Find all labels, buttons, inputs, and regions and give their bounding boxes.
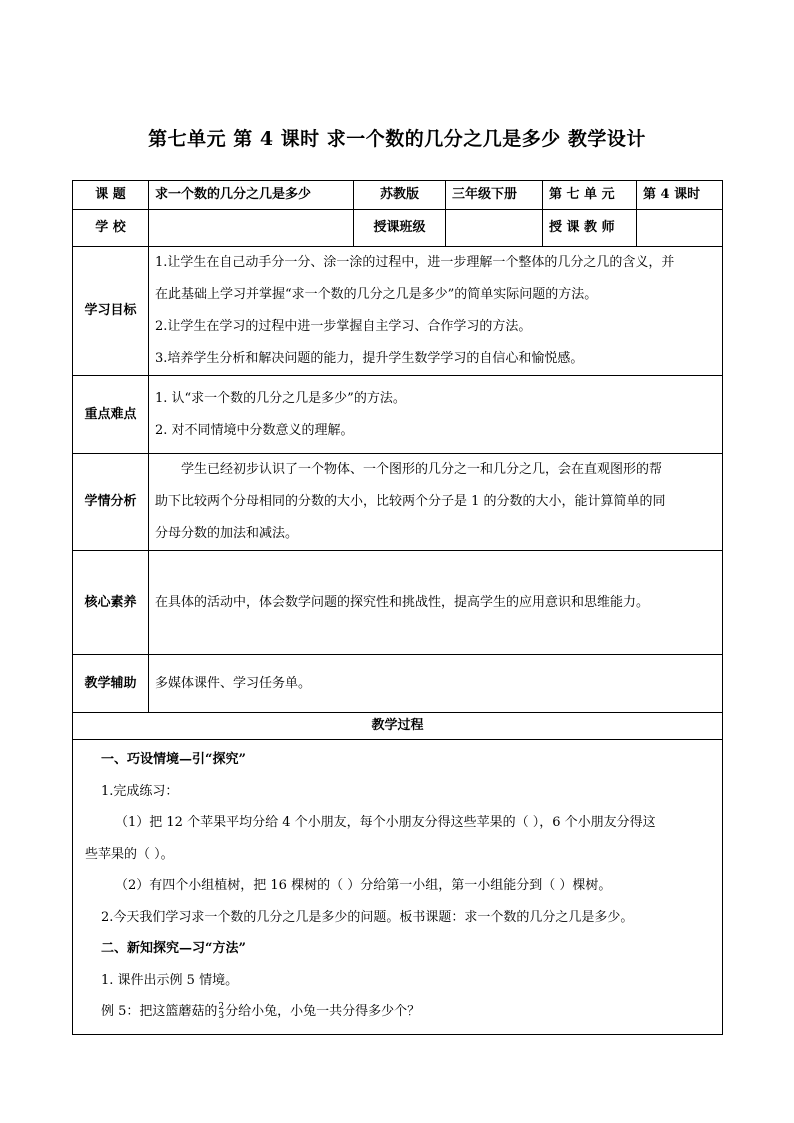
key-point-1: 1. 认“求一个数的几分之几是多少”的方法。 — [155, 390, 406, 406]
example-5 — [85, 996, 710, 1028]
example-prefix: 例 5：把这篮蘑菇的 — [101, 1004, 218, 1019]
analysis-line-3: 分母分数的加法和减法。 — [155, 526, 299, 541]
literacy-content: 在具体的活动中，体会数学问题的探究性和挑战性，提高学生的应用意识和思维能力。 — [149, 551, 723, 655]
question-1-line-2: 些苹果的（ ）。 — [85, 846, 174, 862]
publisher: 苏教版 — [354, 181, 446, 210]
class-value — [446, 210, 543, 247]
analysis-content — [149, 454, 723, 551]
school-label: 学 校 — [73, 210, 149, 247]
question-1-line-1: （1）把 12 个苹果平均分给 4 个小朋友，每个小朋友分得这些苹果的（ ），6 个小朋友分得这 — [115, 815, 656, 830]
info-row-topic — [73, 181, 723, 210]
objectives-label: 学习目标 — [73, 247, 149, 376]
grade: 三年级下册 — [446, 181, 543, 210]
section-1-heading: 一、巧设情境—引“探究” — [101, 752, 246, 767]
aids-content: 多媒体课件、学习任务单。 — [149, 655, 723, 713]
step-1: 1. 课件出示例 5 情境。 — [101, 972, 239, 988]
analysis-label: 学情分析 — [73, 454, 149, 551]
unit: 第 七 单 元 — [543, 181, 637, 210]
teacher-value — [637, 210, 723, 247]
lesson-number: 第 4 课时 — [637, 181, 723, 210]
objectives-content — [149, 247, 723, 376]
process-heading-row — [73, 713, 723, 740]
key-points-content — [149, 376, 723, 454]
literacy-label: 核心素养 — [73, 551, 149, 655]
school-value — [149, 210, 354, 247]
process-item-2: 2.今天我们学习求一个数的几分之几是多少的问题。板书课题：求一个数的几分之几是多少。 — [101, 909, 634, 925]
topic-value: 求一个数的几分之几是多少 — [149, 181, 354, 210]
aids-label: 教学辅助 — [73, 655, 149, 713]
objective-line-2: 在此基础上学习并掌握“求一个数的几分之几是多少”的简单实际问题的方法。 — [155, 287, 598, 302]
analysis-line-2: 助下比较两个分母相同的分数的大小，比较两个分子是 1 的分数的大小，能计算简单的同 — [155, 494, 666, 509]
fraction-numerator: 2 — [218, 1001, 225, 1012]
key-points-label: 重点难点 — [73, 376, 149, 454]
literacy-row — [73, 551, 723, 655]
objective-line-1: 1.让学生在自己动手分一分、涂一涂的过程中，进一步理解一个整体的几分之几的含义，并 — [155, 255, 675, 270]
objective-line-3: 2.让学生在学习的过程中进一步掌握自主学习、合作学习的方法。 — [155, 319, 532, 334]
section-2-heading: 二、新知探究—习“方法” — [101, 941, 246, 956]
process-row — [73, 740, 723, 1035]
aids-row — [73, 655, 723, 713]
page-title: 第七单元 第 4 课时 求一个数的几分之几是多少 教学设计 — [148, 128, 646, 150]
key-points-row — [73, 376, 723, 454]
teacher-label: 授 课 教 师 — [543, 210, 637, 247]
process-content — [73, 740, 723, 1035]
class-label: 授课班级 — [354, 210, 446, 247]
fraction-two-thirds — [218, 1003, 224, 1021]
lesson-plan-table — [72, 180, 723, 1035]
practice-label: 1.完成练习： — [101, 783, 179, 799]
analysis-line-1: 学生已经初步认识了一个物体、一个图形的几分之一和几分之几，会在直观图形的帮 — [181, 462, 663, 477]
fraction-denominator: 3 — [218, 1010, 225, 1021]
analysis-row — [73, 454, 723, 551]
key-point-2: 2. 对不同情境中分数意义的理解。 — [155, 422, 354, 438]
info-row-school — [73, 210, 723, 247]
process-heading: 教学过程 — [73, 713, 723, 740]
topic-label: 课 题 — [73, 181, 149, 210]
question-2: （2）有四个小组植树，把 16 棵树的（ ）分给第一小组，第一小组能分到（ ）棵树。 — [115, 878, 612, 893]
objective-line-4: 3.培养学生分析和解决问题的能力，提升学生数学学习的自信心和愉悦感。 — [155, 351, 584, 366]
objectives-row — [73, 247, 723, 376]
example-suffix: 分给小兔，小兔一共分得多少个？ — [225, 1004, 421, 1019]
